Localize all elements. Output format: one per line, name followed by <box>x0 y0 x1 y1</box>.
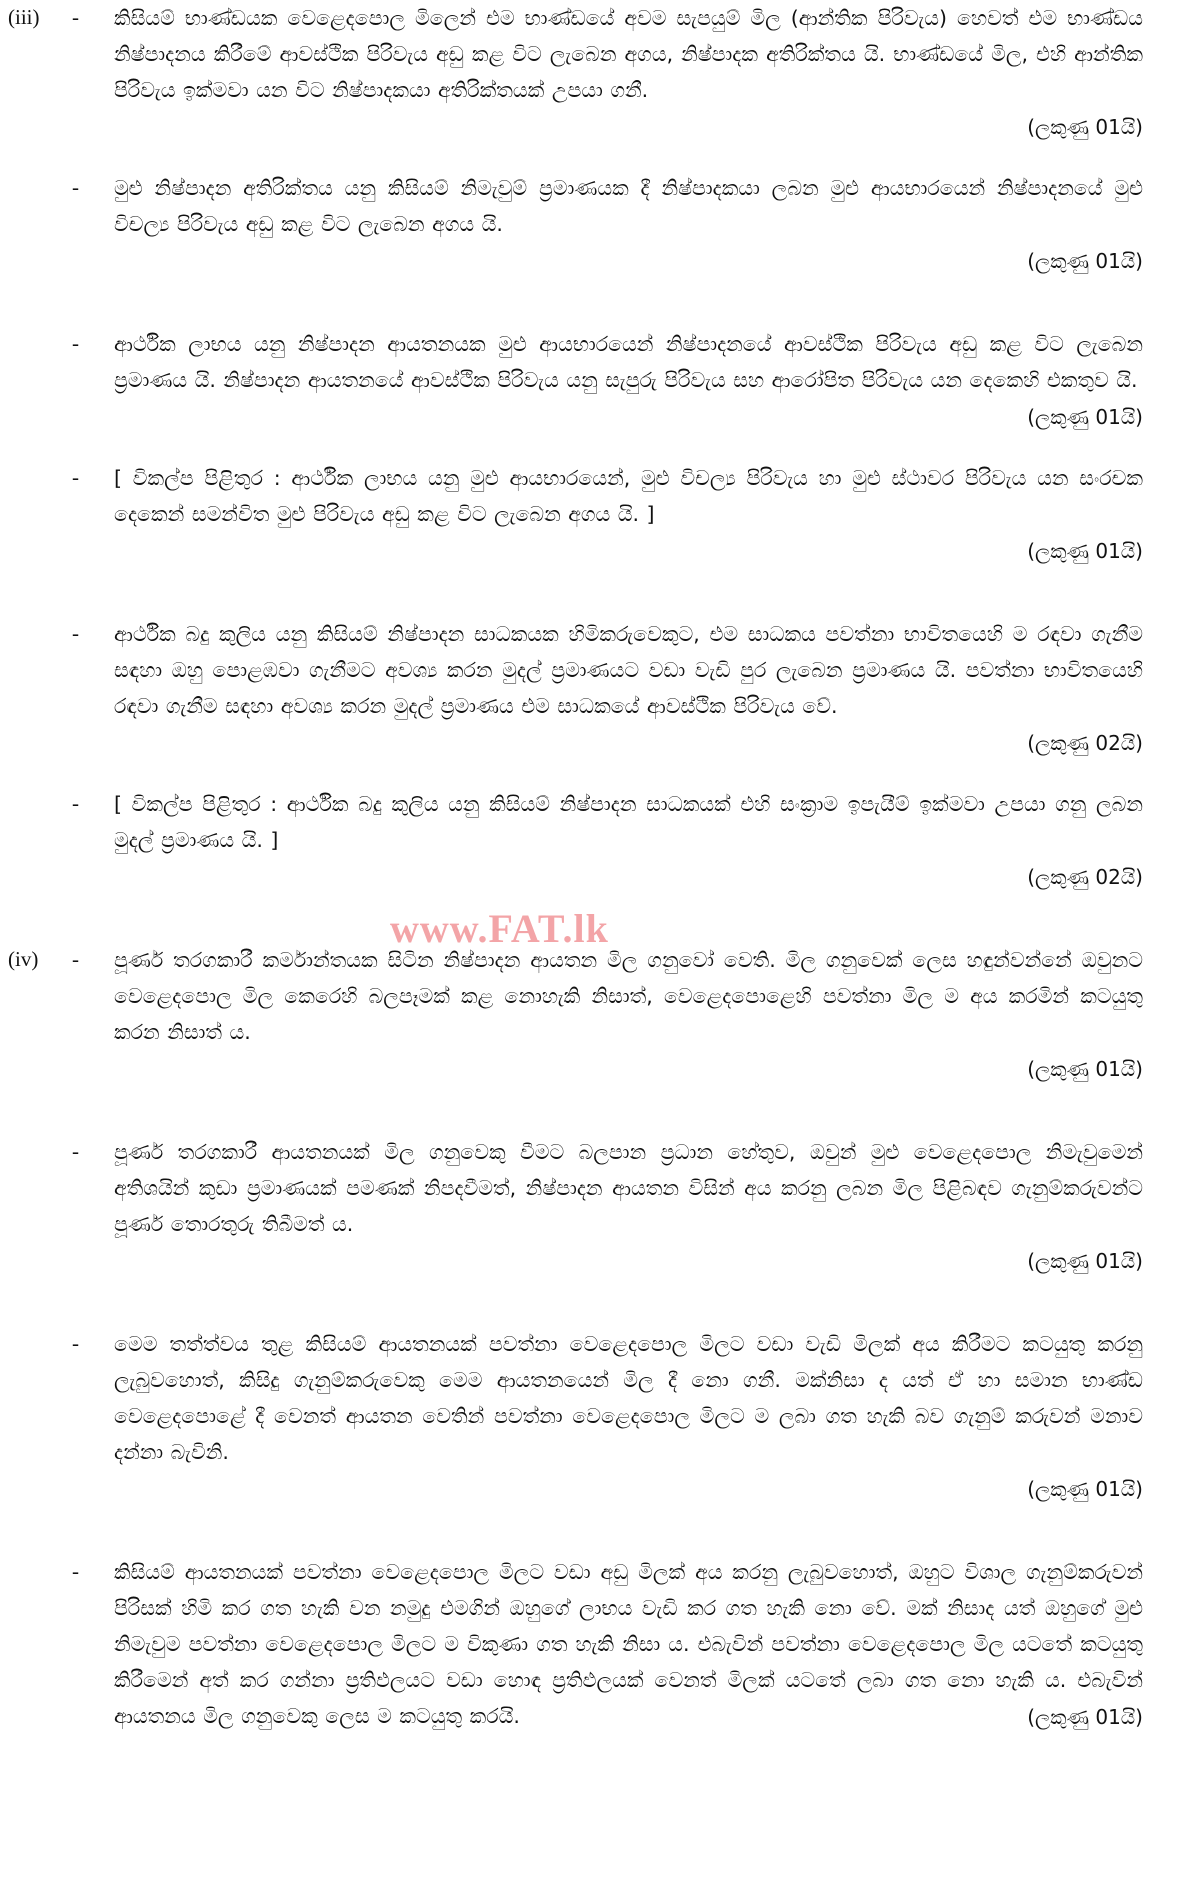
item-body <box>114 326 1143 434</box>
item-marks: (ලකුණු 01යි) <box>1027 1249 1143 1273</box>
item-marks: (ලකුණු 01යි) <box>1027 115 1143 139</box>
item-marks: (ලකුණු 02යි) <box>1027 865 1143 889</box>
item-body <box>114 1326 1143 1506</box>
item-dash: - <box>72 175 79 199</box>
item-marks: (ලකුණු 01යි) <box>1027 1477 1143 1501</box>
item-marks: (ලකුණු 01යි) <box>1027 249 1143 273</box>
item-marks: (ලකුණු 02යි) <box>1027 731 1143 755</box>
item-marker: (iv) <box>8 947 39 971</box>
item-text: ආර්ථික ලාභය යනු නිෂ්පාදන ආයතනයක මුළු ආයභාරයෙන් නිෂ්පාදනයේ ආවස්ථික පිරිවැය අඩු කළ විට ලැබෙන ප්‍රමාණය යි. නිෂ්පාදන ආයතනයේ ආවස්ථික පිරිවැය යනු සැපුරු පිරිවැය සහ ආරෝපිත පිරිවැය යන දෙකෙහි එකතුව යි. <box>114 332 1143 392</box>
answer-item <box>0 0 1183 144</box>
item-marks: (ලකුණු 01යි) <box>1027 1057 1143 1081</box>
item-dash: - <box>72 5 79 29</box>
item-dash: - <box>72 1559 79 1583</box>
item-text: කිසියම් භාණ්ඩයක වෙළෙදපොල මිලෙන් එම භාණ්ඩයේ අවම සැපයුම් මිල (ආන්තික පිරිවැය) හෙවත් එම භාණ්ඩය නිෂ්පාදනය කිරීමේ ආවස්ථික පිරිවැය අඩු කළ විට ලැබෙන අගය, නිෂ්පාදක අතිරික්තය යි. භාණ්ඩයේ මිල, එහි ආන්තික පිරිවැය ඉක්මවා යන විට නිෂ්පාදකයා අතිරික්තයක් උපයා ගනී. <box>114 6 1143 102</box>
item-dash: - <box>72 465 79 489</box>
item-text: මුළු නිෂ්පාදන අතිරික්තය යනු කිසියම් නිමැවුම් ප්‍රමාණයක දී නිෂ්පාදකයා ලබන මුළු ආයභාරයෙන් නිෂ්පාදනයේ මුළු විචල්‍ය පිරිවැය අඩු කළ විට ලැබෙන අගය යි. <box>114 176 1143 236</box>
answer-item <box>0 460 1183 568</box>
item-marker: (iii) <box>8 5 40 29</box>
answer-item <box>0 1554 1183 1734</box>
item-dash: - <box>72 621 79 645</box>
answer-item <box>0 326 1183 434</box>
answer-item <box>0 1134 1183 1278</box>
answer-item <box>0 942 1183 1086</box>
item-text: ආර්ථික බදු කුලිය යනු කිසියම් නිෂ්පාදන සාධකයක හිමිකරුවෙකුට, එම සාධකය පවත්නා භාවිතයෙහි ම රඳවා ගැනීම සඳහා ඔහු පොළඹවා ගැනීමට අවශ්‍ය කරන මුදල් ප්‍රමාණයට වඩා වැඩි පුර ලැබෙන ප්‍රමාණය යි. පවත්නා භාවිතයෙහි රඳවා ගැනීම සඳහා අවශ්‍ය කරන මුදල් ප්‍රමාණය එම සාධකයේ ආවස්ථික පිරිවැය වේ. <box>114 622 1143 718</box>
item-body <box>114 616 1143 760</box>
item-dash: - <box>72 1331 79 1355</box>
item-dash: - <box>72 331 79 355</box>
item-text: [ විකල්ප පිළිතුර : ආර්ථික ලාභය යනු මුළු ආයභාරයෙන්, මුළු විචල්‍ය පිරිවැය හා මුළු ස්ථාවර පිරිවැය යන සංරචක දෙකෙන් සමන්විත මුළු පිරිවැය අඩු කළ විට ලැබෙන අගය යි. ] <box>114 466 1143 526</box>
item-body <box>114 1134 1143 1278</box>
item-body <box>114 942 1143 1086</box>
item-body <box>114 170 1143 278</box>
item-marks: (ලකුණු 01යි) <box>1027 539 1143 563</box>
answer-item <box>0 786 1183 894</box>
item-body <box>114 0 1143 144</box>
item-dash: - <box>72 1139 79 1163</box>
answer-item <box>0 616 1183 760</box>
answer-item <box>0 1326 1183 1506</box>
item-text: පූර්ණ තරගකාරී ආයතනයක් මිල ගනුවෙකු වීමට බලපාන ප්‍රධාන හේතුව, ඔවුන් මුළු වෙළෙදපොල නිමැවුමෙන් අතිශයින් කුඩා ප්‍රමාණයක් පමණක් නිපදවීමත්, නිෂ්පාදන ආයතන විසින් අය කරනු ලබන මිල පිළිබඳව ගැනුම්කරුවන්ට පූර්ණ තොරතුරු තිබීමත් ය. <box>114 1140 1143 1236</box>
item-body <box>114 1554 1143 1734</box>
item-text: මෙම තත්ත්වය තුළ කිසියම් ආයතනයක් පවත්නා වෙළෙදපොල මිලට වඩා වැඩි මිලක් අය කිරීමට කටයුතු කරනු ලැබුවහොත්, කිසිදු ගැනුම්කරුවෙකු මෙම ආයතනයෙන් මිල දී නො ගනී. මක්නිසා ද යත් ඒ හා සමාන භාණ්ඩ වෙළෙදපොළේ දී වෙනත් ආයතන වෙතින් පවත්නා වෙළෙදපොල මිලට ම ලබා ගත හැකි බව ගැනුම් කරුවන් මනාව දන්නා බැවිනි. <box>114 1332 1143 1464</box>
watermark: www.FAT.lk <box>390 906 609 951</box>
item-dash: - <box>72 947 79 971</box>
item-body <box>114 786 1143 894</box>
item-text: පූර්ණ තරගකාරී කර්මාන්තයක සිටින නිෂ්පාදන ආයතන මිල ගනුවෝ වෙති. මිල ගනුවෙක් ලෙස හඳුන්වන්නේ ඔවුනට වෙළෙදපොල මිල කෙරෙහි බලපෑමක් කළ නොහැකි නිසාත්, වෙළෙදපොළෙහි පවත්නා මිල ම අය කරමින් කටයුතු කරන නිසාත් ය. <box>114 948 1143 1044</box>
answer-item <box>0 170 1183 278</box>
item-text: [ විකල්ප පිළිතුර : ආර්ථික බදු කුලිය යනු කිසියම් නිෂ්පාදන සාධකයක් එහි සංක්‍රාම ඉපැයීම් ඉක්මවා උපයා ගනු ලබන මුදල් ප්‍රමාණය යි. ] <box>114 792 1143 852</box>
item-body <box>114 460 1143 568</box>
item-marks: (ලකුණු 01යි) <box>1027 1705 1143 1729</box>
item-dash: - <box>72 791 79 815</box>
item-marks: (ලකුණු 01යි) <box>1027 405 1143 429</box>
item-text: කිසියම් ආයතනයක් පවත්නා වෙළෙදපොල මිලට වඩා අඩු මිලක් අය කරනු ලැබුවහොත්, ඔහුට විශාල ගැනුම්කරුවන් පිරිසක් හිමි කර ගත හැකි වන නමුදු එමගින් ඔහුගේ ලාභය වැඩි කර ගත හැකි නො වේ. මක් නිසාද යත් ඔහුගේ මුළු නිමැවුම පවත්නා වෙළෙදපොල මිලට ම විකුණා ගත හැකි නිසා ය. එබැවින් පවත්නා වෙළෙදපොල මිල යටතේ කටයුතු කිරීමෙන් අත් කර ගන්නා ප්‍රතිඵලයට වඩා හොඳ ප්‍රතිඵලයක් වෙනත් මිලක් යටතේ ලබා ගත නො හැකි ය. එබැවින් ආයතනය මිල ගනුවෙකු ලෙස ම කටයුතු කරයි. <box>114 1560 1143 1728</box>
